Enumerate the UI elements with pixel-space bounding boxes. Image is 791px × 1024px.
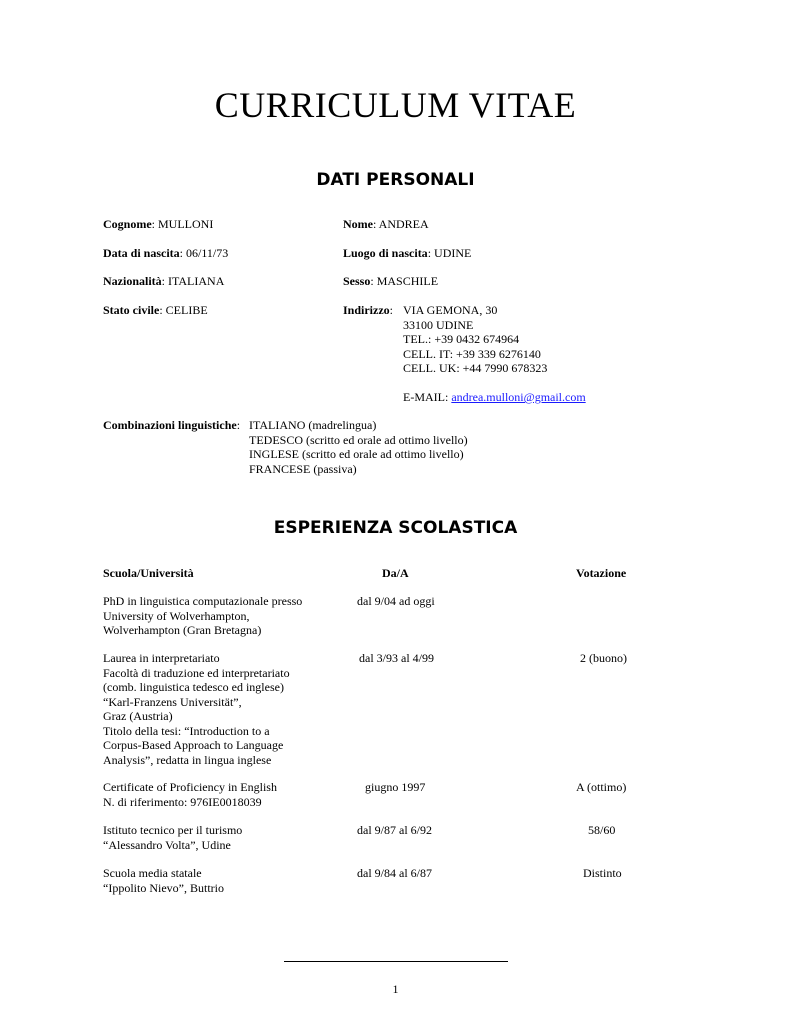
language-item: INGLESE (scritto ed orale ad ottimo livello): [249, 447, 464, 461]
field-sesso: Sesso: MASCHILE: [343, 274, 439, 288]
field-label: Data di nascita: [103, 246, 180, 260]
field-value: 06/11/73: [186, 246, 229, 260]
language-item: FRANCESE (passiva): [249, 461, 357, 476]
address-line: VIA GEMONA, 30: [403, 303, 498, 317]
language-item: ITALIANO (madrelingua): [249, 418, 377, 432]
field-nome: Nome: ANDREA: [343, 217, 429, 231]
address-block: [403, 303, 586, 405]
column-header-period: Da/A: [382, 566, 409, 580]
education-row-school: Laurea in interpretariato Facoltà di traduzione ed interpretariato (comb. linguistica tedesco ed inglese) “Karl-Franzens Universität”, Graz (Austria) Titolo della tesi: “Introduction to a Corpus-Based Approach to Language Analysis”, redatta in lingua inglese: [103, 651, 290, 767]
field-data-nascita: Data di nascita: 06/11/73: [103, 246, 229, 260]
education-row-period: dal 9/87 al 6/92: [357, 823, 432, 837]
column-header-grade: Votazione: [576, 566, 627, 580]
education-row-period: dal 9/04 ad oggi: [357, 594, 435, 608]
education-row-school: PhD in linguistica computazionale presso University of Wolverhampton, Wolverhampton (Gran Bretagna): [103, 594, 303, 637]
column-header-school: Scuola/Università: [103, 566, 194, 580]
languages-list: [249, 418, 468, 476]
field-indirizzo-label: Indirizzo:: [343, 303, 394, 317]
field-label: Stato civile: [103, 303, 160, 317]
field-value: MASCHILE: [376, 274, 439, 288]
field-value: ANDREA: [378, 217, 429, 231]
education-row-period: dal 9/84 al 6/87: [357, 866, 432, 880]
field-label: Cognome: [103, 217, 152, 231]
language-item: TEDESCO (scritto ed orale ad ottimo livello): [249, 432, 468, 447]
field-label: Luogo di nascita: [343, 246, 428, 260]
address-line: 33100 UDINE: [403, 317, 474, 332]
field-label: Sesso: [343, 274, 371, 288]
field-lingue-label: Combinazioni linguistiche:: [103, 418, 241, 432]
education-row-grade: 2 (buono): [580, 651, 627, 665]
education-row-grade: Distinto: [583, 866, 622, 880]
page-number: 1: [392, 982, 399, 996]
field-stato-civile: Stato civile: CELIBE: [103, 303, 208, 317]
education-row-school: Istituto tecnico per il turismo “Alessandro Volta”, Udine: [103, 823, 243, 852]
field-label: Combinazioni linguistiche: [103, 418, 237, 432]
email-label: E-MAIL:: [403, 390, 452, 404]
field-luogo-nascita: Luogo di nascita: UDINE: [343, 246, 472, 260]
document-title: CURRICULUM VITAE: [214, 85, 577, 125]
field-label: Indirizzo: [343, 303, 390, 317]
field-value: MULLONI: [158, 217, 214, 231]
address-line: CELL. UK: +44 7990 678323: [403, 361, 548, 375]
section-heading-education: ESPERIENZA SCOLASTICA: [273, 518, 518, 538]
field-cognome: Cognome: MULLONI: [103, 217, 214, 231]
section-heading-personal: DATI PERSONALI: [316, 170, 475, 190]
email-link[interactable]: andrea.mulloni@gmail.com: [451, 390, 586, 404]
footer-divider: [284, 961, 508, 962]
field-nazionalita: Nazionalità: ITALIANA: [103, 274, 225, 288]
education-row-grade: A (ottimo): [576, 780, 627, 794]
education-row-period: giugno 1997: [365, 780, 426, 794]
field-value: UDINE: [434, 246, 472, 260]
field-label: Nazionalità: [103, 274, 162, 288]
address-line: TEL.: +39 0432 674964: [403, 332, 520, 346]
field-value: CELIBE: [165, 303, 208, 317]
address-line: CELL. IT: +39 339 6276140: [403, 346, 541, 361]
education-row-school: Certificate of Proficiency in English N. di riferimento: 976IE0018039: [103, 780, 277, 809]
field-label: Nome: [343, 217, 373, 231]
education-row-period: dal 3/93 al 4/99: [359, 651, 434, 665]
email-line: [403, 390, 586, 405]
education-row-school: Scuola media statale “Ippolito Nievo”, Buttrio: [103, 866, 224, 895]
field-value: ITALIANA: [168, 274, 225, 288]
education-row-grade: 58/60: [588, 823, 616, 837]
